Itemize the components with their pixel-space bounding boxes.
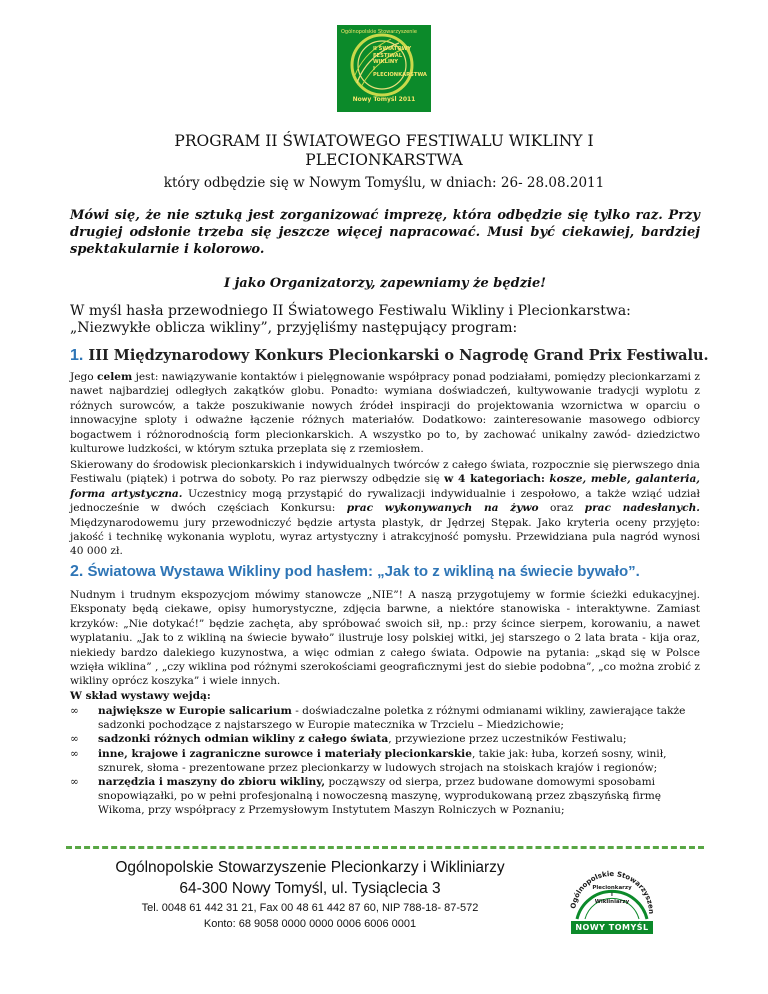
footer-contact: Tel. 0048 61 442 31 21, Fax 00 48 61 442 87 60, NIP 788-18- 87-572: [141, 902, 479, 914]
logo-title: II ŚWIATOWY FESTIWAL WIKLINY I PLECIONKARSTWA: [373, 46, 427, 78]
intro-quote: Mówi się, że nie sztuką jest zorganizować imprezę, która odbędzie się tylko raz. Przy drugiej odsłonie trzeba się jeszcze więcej napracować. Musi być ciekawiej, bardziej spektakularnie i kolorowo.: [70, 208, 700, 257]
section2-paragraph: Nudnym i trudnym ekspozycjom mówimy stanowcze „NIE”! A naszą przygotujemy w formie ścieżki edukacyjnej. Eksponaty będą ciekawe, opisy humorystyczne, zdjęcia barwne, a niektóre stanowiska - interaktywne. Zamiast krzyków: „Nie dotykać!” będzie zachęta, aby spróbować swoich sił, np.: przy ścince sierpem, korowaniu, a nawet wyplataniu. „Jak to z wikliną na świecie bywało” ilustruje losy polskiej witki, jej starszego o 2 lata brata - kija oraz, niekiedy bardzo dalekiego kuzynostwa, a więc odmian z całego świata. Odpowie na pytania: „skąd się w Polsce wzięła wiklina” , „czy wiklina pod różnymi szerokościami geograficznymi jest do siebie podobna”, „co można zrobić z wikliny oprócz koszyka” i wiele innych.: [70, 589, 700, 688]
footer-org: Ogólnopolskie Stowarzyszenie Plecionkarzy i Wikliniarzy: [115, 859, 505, 876]
festival-logo: [337, 25, 431, 112]
list-item: ∞ największe w Europie salicarium - doświadczalne poletka z różnymi odmianami wikliny, zawierające także sadzonki pochodzące z najstarszego w Europie matecznika w Trzcielu – Miedzichowie;: [70, 705, 686, 732]
badge-text: Plecionkarzy i Wikliniarzy: [592, 885, 632, 905]
page-title: PROGRAM II ŚWIATOWEGO FESTIWALU WIKLINY I PLECIONKARSTWA: [174, 132, 594, 169]
infinity-bullet-icon: ∞: [70, 705, 79, 717]
logo-footer: Nowy Tomyśl 2011: [352, 96, 416, 103]
list-item: ∞ sadzonki różnych odmian wikliny z całego świata, przywiezione przez uczestników Festiwalu;: [70, 733, 627, 746]
exhibition-list-heading: W skład wystawy wejdą:: [70, 690, 211, 702]
association-badge: [561, 855, 661, 937]
page-subtitle: który odbędzie się w Nowym Tomyślu, w dniach: 26- 28.08.2011: [163, 175, 605, 191]
section1-paragraph1: Jego celem jest: nawiązywanie kontaktów i pielęgnowanie współpracy ponad podziałami, pomiędzy plecionkarzami z nawet najbardziej odległych zakątków globu. Ponadto: wymiana doświadczeń, kultywowanie tradycji wyplotu z różnych surowców, a także poszukiwanie nowych źródeł inspiracji do projektowania wzornictwa w oparciu o innowacyjne sploty i odważne łączenie różnych materiałów. Dodatkowo: zainteresowanie masowego odbiorcy bogactwem i różnorodnością form plecionkarskich. A wszystko po to, by zachować unikalny zawód- dziedzictwo kulturowe ludzkości, w którym sztuka przeplata się z rzemiosłem.: [70, 371, 700, 456]
footer-divider: [66, 846, 704, 849]
infinity-bullet-icon: ∞: [70, 776, 79, 789]
badge-city-bar: NOWY TOMYŚL: [571, 921, 653, 934]
section1-paragraph2: Skierowany do środowisk plecionkarskich i indywidualnych twórców z całego świata, rozpocznie się pierwszego dnia Festiwalu (piątek) i potrwa do soboty. Po raz pierwszy odbędzie się w 4 kategoriach: kosze, meble, galanteria, forma artystyczna. Uczestnicy mogą przystąpić do rywalizacji indywidualnie i zespołowo, a także wziąć udział jednocześnie w dwóch częściach Konkursu: prac wykonywanych na żywo oraz prac nadesłanych. Międzynarodowemu jury przewodniczyć będzie artysta plastyk, dr Jędrzej Stępak. Jako kryteria oceny przyjęto: jakość i technikę wykonania wyplotu, wyraz artystyczny i atrakcyjność pomysłu. Przewidziana pula nagród wynosi 40 000 zł.: [70, 459, 700, 558]
exhibition-list: [70, 704, 700, 818]
badge-arc-text: Ogólnopolskie Stowarzyszen: [569, 869, 656, 915]
section1-heading: 1. III Międzynarodowy Konkurs Plecionkarski o Nagrodę Grand Prix Festiwalu.: [70, 347, 709, 364]
logo-org-text: Ogólnopolskie Stowarzyszenie: [341, 29, 417, 35]
list-item: ∞ narzędzia i maszyny do zbioru wikliny, począwszy od sierpa, przez budowane domowymi sposobami snopowiązałki, po w pełni profesjonalną i nowoczesną maszynę, wyprodukowaną przez zbąszyńską firmę Wikoma, przy współpracy z Przemysłowym Instytutem Maszyn Rolniczych w Poznaniu;: [70, 776, 662, 817]
intro-promise: I jako Organizatorzy, zapewniamy że będzie!: [223, 276, 547, 291]
footer-account: Konto: 68 9058 0000 0000 0006 6006 0001: [203, 918, 417, 930]
section2-heading: 2. Światowa Wystawa Wikliny pod hasłem: „Jak to z wikliną na świecie bywało”.: [70, 563, 640, 580]
footer-address: 64-300 Nowy Tomyśl, ul. Tysiąclecia 3: [179, 880, 441, 897]
list-item: ∞ inne, krajowe i zagraniczne surowce i materiały plecionkarskie, takie jak: łuba, korzeń sosny, winił, sznurek, słoma - prezentowane przez plecionkarzy w ludowych strojach na stoiskach krajów i regionów;: [70, 747, 667, 774]
infinity-bullet-icon: ∞: [70, 733, 79, 746]
infinity-bullet-icon: ∞: [70, 747, 79, 760]
program-motto: W myśl hasła przewodniego II Światowego Festiwalu Wikliny i Plecionkarstwa: „Niezwykłe oblicza wikliny”, przyjęliśmy następujący program:: [70, 303, 631, 336]
